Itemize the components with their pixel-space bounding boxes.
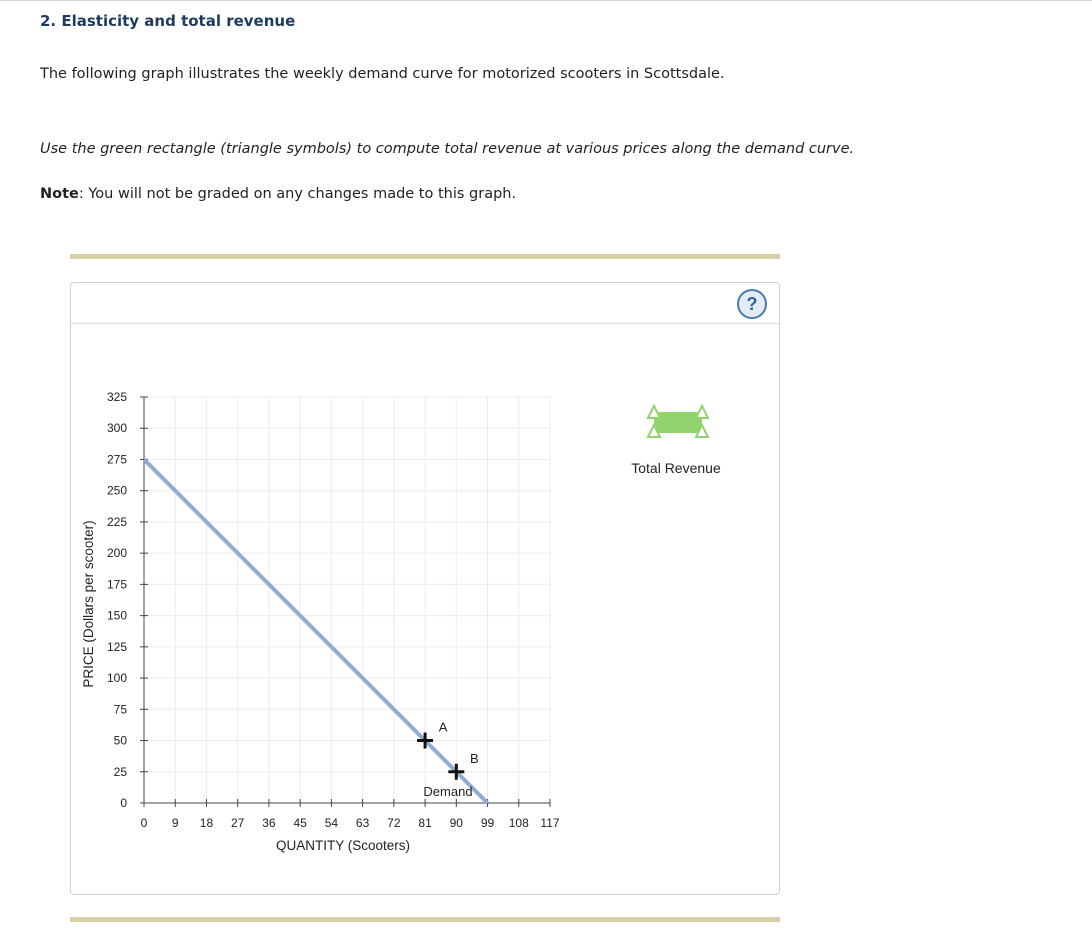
y-tick-label: 75	[113, 702, 127, 717]
total-revenue-label: Total Revenue	[631, 460, 721, 476]
note-body: : You will not be graded on any changes made to this graph.	[78, 186, 517, 202]
note-text	[40, 186, 516, 202]
y-tick-label: 225	[106, 514, 127, 529]
y-tick-label: 125	[106, 639, 127, 654]
question-heading: 2. Elasticity and total revenue	[40, 12, 296, 30]
y-tick-label: 50	[113, 733, 127, 748]
demand-curve[interactable]	[144, 459, 488, 803]
total-revenue-tool[interactable]	[648, 406, 708, 437]
x-tick-label: 117	[540, 816, 560, 830]
y-axis-title: PRICE (Dollars per scooter)	[81, 520, 96, 688]
x-tick-label: 63	[355, 816, 370, 830]
chart-points[interactable]	[417, 720, 479, 780]
total-revenue-rectangle[interactable]	[654, 412, 702, 433]
demand-curve-label: Demand	[423, 784, 473, 799]
chart-series	[144, 459, 488, 803]
chart-grid	[144, 397, 550, 803]
x-tick-label: 81	[418, 816, 432, 830]
x-tick-label: 0	[140, 816, 148, 830]
x-tick-label: 54	[324, 816, 339, 830]
x-tick-label: 18	[199, 816, 214, 830]
x-tick-label: 45	[293, 816, 307, 830]
chart-axes	[144, 397, 550, 803]
instruction-text: Use the green rectangle (triangle symbols) to compute total revenue at various prices along the demand curve.	[40, 141, 855, 157]
x-tick-label: 108	[508, 816, 529, 830]
y-tick-label: 275	[106, 452, 127, 467]
graph-bottom-band	[70, 917, 780, 922]
point-a[interactable]	[417, 720, 448, 749]
x-tick-label: 90	[449, 816, 463, 830]
demand-graph	[70, 282, 778, 893]
y-tick-label: 200	[106, 546, 127, 561]
x-tick-label: 99	[480, 816, 495, 830]
help-button[interactable]: ?	[737, 289, 767, 319]
y-tick-label: 25	[113, 764, 127, 779]
top-divider	[0, 0, 1092, 1]
y-tick-label: 325	[106, 390, 127, 404]
point-label: A	[438, 719, 448, 735]
y-tick-label: 300	[106, 421, 127, 436]
y-tick-label: 175	[106, 577, 127, 592]
y-tick-label: 150	[106, 608, 127, 623]
intro-text: The following graph illustrates the weekly demand curve for motorized scooters in Scottsdale.	[40, 66, 725, 82]
x-axis-title: QUANTITY (Scooters)	[275, 838, 411, 853]
point-b[interactable]	[448, 751, 478, 780]
y-tick-label: 250	[106, 483, 127, 498]
x-tick-label: 27	[231, 816, 245, 830]
x-tick-label: 72	[387, 816, 401, 830]
y-tick-label: 0	[120, 796, 127, 810]
x-tick-label: 36	[262, 816, 276, 830]
note-label: Note	[40, 186, 79, 202]
graph-top-band	[70, 254, 780, 259]
point-label: B	[469, 750, 479, 766]
x-tick-label: 9	[171, 816, 179, 830]
y-tick-label: 100	[106, 671, 127, 686]
